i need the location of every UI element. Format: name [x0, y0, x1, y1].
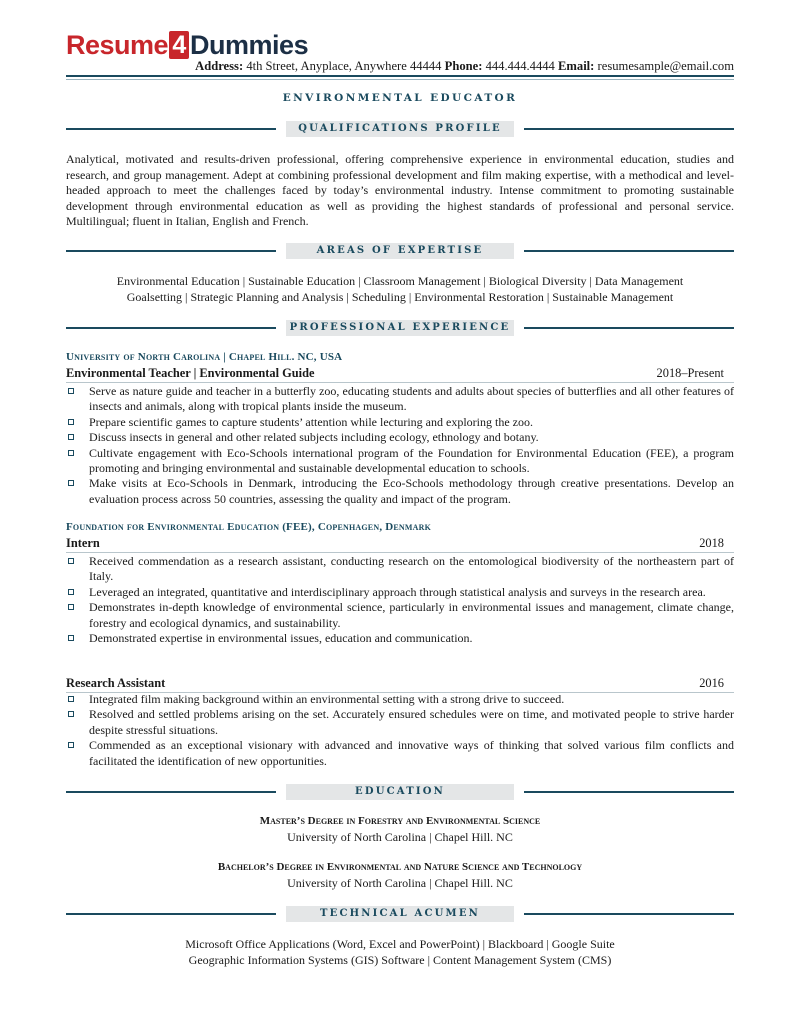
- bullet-marker-icon: [68, 635, 74, 641]
- email-value: resumesample@email.com: [597, 59, 734, 73]
- bullet-marker-icon: [68, 711, 74, 717]
- section-label: EDUCATION: [286, 784, 514, 800]
- degree-school: University of North Carolina | Chapel Hill. NC: [287, 830, 513, 844]
- address-label: Address:: [195, 59, 244, 73]
- section-label: TECHNICAL ACUMEN: [286, 906, 514, 922]
- job-date: 2016: [699, 676, 724, 690]
- job-role: [66, 536, 734, 553]
- job-role: [66, 676, 734, 693]
- email-label: Email:: [558, 59, 595, 73]
- expertise-line-2: Goalsetting | Strategic Planning and Analysis | Scheduling | Environmental Restoration | Sustainable Management: [126, 290, 674, 304]
- job-date: 2018: [699, 536, 724, 550]
- phone-label: Phone:: [444, 59, 483, 73]
- job-org: Foundation for Environmental Education (FEE), Copenhagen, Denmark: [66, 521, 432, 533]
- bullet-marker-icon: [68, 604, 74, 610]
- logo-part-dummies: Dummies: [190, 29, 309, 60]
- section-header-experience: [66, 320, 734, 336]
- bullet-marker-icon: [68, 696, 74, 702]
- job-org: University of North Carolina | Chapel Hill. NC, USA: [66, 351, 343, 363]
- section-header-education: [66, 784, 734, 800]
- bullet-marker-icon: [68, 434, 74, 440]
- list-item: Demonstrated expertise in environmental issues, education and communication.: [66, 631, 734, 646]
- list-item: Leveraged an integrated, quantitative and interdisciplinary approach through statistical analysis and surveys in the research area.: [66, 585, 734, 600]
- contact-line: [66, 59, 734, 74]
- degree-title: Master’s Degree in Forestry and Environmental Science: [259, 815, 541, 827]
- header-divider-thin: [66, 79, 734, 80]
- job-bullets: [66, 692, 734, 769]
- list-item: Cultivate engagement with Eco-Schools international program of the Foundation for Environmental Education (FEE), a program promoting and bringing environmental and sustainable developmental education to schools.: [66, 446, 734, 477]
- list-item: Resolved and settled problems arising on the set. Accurately ensured schedules were on time, and motivated people to strive harder despite stressful situations.: [66, 707, 734, 738]
- list-item: Discuss insects in general and other related subjects including ecology, ethnology and botany.: [66, 430, 734, 445]
- job-date: 2018–Present: [656, 366, 724, 380]
- section-header-qualifications: [66, 121, 734, 137]
- bullet-marker-icon: [68, 450, 74, 456]
- job-role: [66, 366, 734, 383]
- job-title: ENVIRONMENTAL EDUCATOR: [282, 92, 518, 104]
- header-divider: [66, 75, 734, 77]
- bullet-marker-icon: [68, 742, 74, 748]
- logo: [66, 30, 308, 60]
- bullet-marker-icon: [68, 558, 74, 564]
- job-bullets: [66, 384, 734, 507]
- bullet-marker-icon: [68, 388, 74, 394]
- bullet-marker-icon: [68, 480, 74, 486]
- list-item: Make visits at Eco-Schools in Denmark, introducing the Eco-Schools methodology through creative presentations. Develop an evaluation process across 50 countries, assessing the quality and impact of the program.: [66, 476, 734, 507]
- section-header-expertise: [66, 243, 734, 259]
- job-bullets: [66, 554, 734, 646]
- technical-line-2: Geographic Information Systems (GIS) Software | Content Management System (CMS): [188, 953, 612, 967]
- list-item: Serve as nature guide and teacher in a butterfly zoo, educating students and adults about species of butterflies and all other features of insects and animals, along with tropical plants inside the museum.: [66, 384, 734, 415]
- job-role-title: Research Assistant: [66, 676, 166, 690]
- logo-part-resume: Resume: [66, 29, 169, 60]
- list-item: Received commendation as a research assistant, conducting research on the entomological biodiversity of the northeastern part of Italy.: [66, 554, 734, 585]
- list-item: Commended as an exceptional visionary with advanced and innovative ways of thinking that solved various film conflicts and facilitated the identification of new opportunities.: [66, 738, 734, 769]
- section-label: PROFESSIONAL EXPERIENCE: [286, 320, 514, 336]
- list-item: Integrated film making background within an environmental setting with a strong drive to succeed.: [66, 692, 734, 707]
- section-label: QUALIFICATIONS PROFILE: [286, 121, 514, 137]
- bullet-marker-icon: [68, 419, 74, 425]
- section-label: AREAS OF EXPERTISE: [286, 243, 514, 259]
- job-role-title: Environmental Teacher | Environmental Guide: [66, 366, 315, 380]
- section-header-technical: [66, 906, 734, 922]
- degree-school: University of North Carolina | Chapel Hill. NC: [287, 876, 513, 890]
- list-item: Demonstrates in-depth knowledge of environmental science, particularly in environmental issues and management, climate change, forestry and ecological dynamics, and sustainability.: [66, 600, 734, 631]
- job-role-title: Intern: [66, 536, 100, 550]
- qualifications-text: Analytical, motivated and results-driven professional, offering comprehensive experience in environmental education, studies and research, and group management. Adept at combining professional development and film making expertise, with a methodical and level-headed approach to meet the challenges faced by today’s environmental industry. Intense commitment to promoting sustainable development through environmental education as well as providing the highest standards of professional and personal service. Multilingual; fluent in Italian, English and French.: [66, 152, 734, 229]
- phone-value: 444.444.4444: [485, 59, 555, 73]
- logo-four-badge: 4: [169, 31, 189, 59]
- bullet-marker-icon: [68, 589, 74, 595]
- address-value: 4th Street, Anyplace, Anywhere 44444: [246, 59, 442, 73]
- degree-title: Bachelor’s Degree in Environmental and Nature Science and Technology: [217, 861, 583, 873]
- technical-line-1: Microsoft Office Applications (Word, Excel and PowerPoint) | Blackboard | Google Suite: [185, 937, 615, 951]
- list-item: Prepare scientific games to capture students’ attention while lecturing and exploring the zoo.: [66, 415, 734, 430]
- expertise-line-1: Environmental Education | Sustainable Education | Classroom Management | Biological Diversity | Data Management: [116, 274, 684, 288]
